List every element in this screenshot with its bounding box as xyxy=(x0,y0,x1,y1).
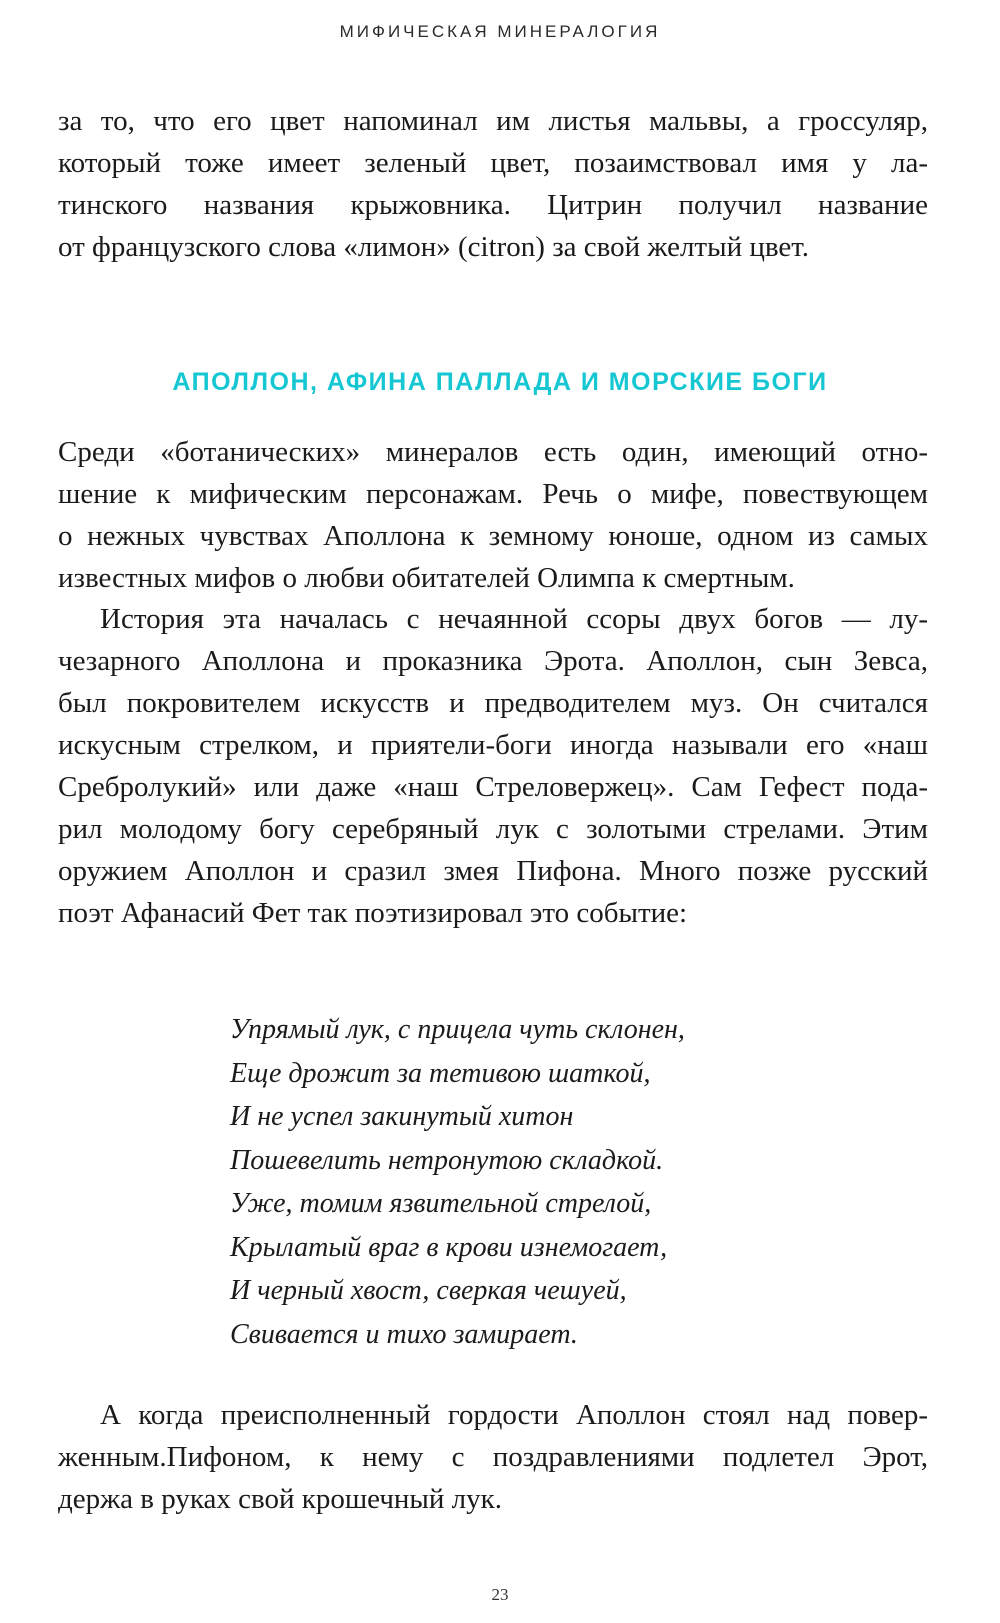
text-line: А когда преисполненный гордости Аполлон стоял над повер- xyxy=(100,1399,928,1431)
running-title: МИФИЧЕСКАЯ МИНЕРАЛОГИЯ xyxy=(339,22,661,41)
text-line: поэт Афанасий Фет так поэтизировал это событие: xyxy=(58,897,688,930)
text-line: который тоже имеет зеленый цвет, позаимствовал имя у ла- xyxy=(58,147,928,180)
poem xyxy=(230,1008,685,1356)
poem-line: Еще дрожит за тетивою шаткой, xyxy=(230,1057,651,1089)
poem-line: И черный хвост, сверкая чешуей, xyxy=(230,1275,627,1306)
poem-line: Уже, томим язвительной стрелой, xyxy=(230,1188,652,1219)
poem-line: Пошевелить нетронутою складкой. xyxy=(230,1144,664,1176)
text-line: Среди «ботанических» минералов есть один, имеющий отно- xyxy=(58,436,928,468)
text-line: История эта началась с нечаянной ссоры двух богов — лу- xyxy=(100,603,928,635)
text-line: известных мифов о любви обитателей Олимпа к смертным. xyxy=(58,562,795,595)
text-line: был покровителем искусств и предводителем муз. Он считался xyxy=(58,687,928,720)
text-line: за то, что его цвет напоминал им листья мальвы, а гроссуляр, xyxy=(58,105,928,137)
poem-line: Свивается и тихо замирает. xyxy=(230,1318,578,1350)
text-line: оружием Аполлон и сразил змея Пифона. Много позже русский xyxy=(58,855,928,888)
paragraph-1 xyxy=(58,431,928,599)
text-line: от французского слова «лимон» (citron) за свой желтый цвет. xyxy=(58,231,809,264)
text-line: о нежных чувствах Аполлона к земному юноше, одном из самых xyxy=(58,520,928,553)
text-line: чезарного Аполлона и проказника Эрота. Аполлон, сын Зевса, xyxy=(58,645,928,678)
poem-line: Упрямый лук, с прицела чуть склонен, xyxy=(230,1014,685,1045)
paragraph-3 xyxy=(58,1394,928,1520)
text-line: тинского названия крыжовника. Цитрин получил название xyxy=(58,189,928,222)
text-line: искусным стрелком, и приятели-боги иногда называли его «наш xyxy=(58,729,928,762)
text-line: Сребролукий» или даже «наш Стреловержец». Сам Гефест пода- xyxy=(58,771,928,804)
poem-line: Крылатый враг в крови изнемогает, xyxy=(230,1231,668,1263)
page-number: 23 xyxy=(491,1585,509,1604)
poem-line: И не успел закинутый хитон xyxy=(230,1101,574,1132)
text-line: держа в руках свой крошечный лук. xyxy=(58,1483,502,1516)
paragraph-2 xyxy=(58,598,928,934)
text-line: рил молодому богу серебряный лук с золотыми стрелами. Этим xyxy=(58,813,928,846)
section-heading: АПОЛЛОН, АФИНА ПАЛЛАДА И МОРСКИЕ БОГИ xyxy=(172,368,828,396)
text-line: женным.Пифоном, к нему с поздравлениями подлетел Эрот, xyxy=(58,1441,928,1474)
intro-paragraph xyxy=(58,100,928,268)
text-line: шение к мифическим персонажам. Речь о мифе, повествующем xyxy=(58,478,928,511)
